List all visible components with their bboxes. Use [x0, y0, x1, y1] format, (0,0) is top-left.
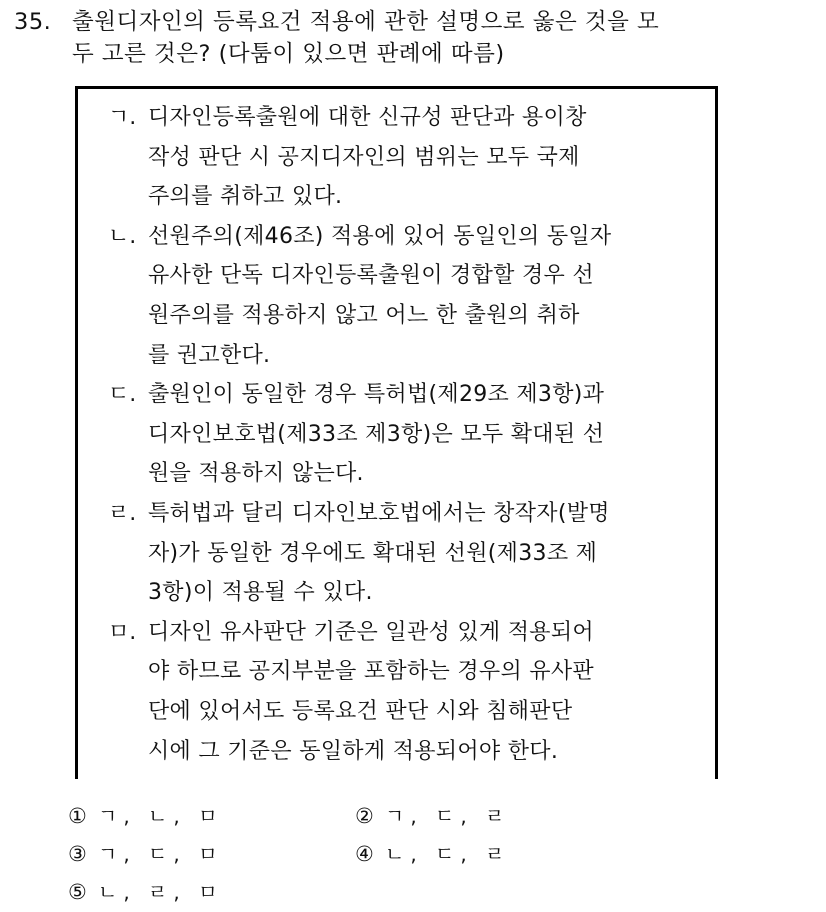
statement-item-rieul: [108, 494, 708, 613]
item-line: 특허법과 달리 디자인보호법에서는 창작자(발명: [148, 500, 610, 526]
choice-4[interactable]: [355, 835, 510, 873]
item-line: 를 권고한다.: [148, 342, 271, 368]
choice-number: ⑤: [68, 880, 87, 904]
item-line: 디자인등록출원에 대한 신규성 판단과 용이창: [148, 105, 587, 130]
item-marker: ㄹ.: [108, 500, 137, 526]
question-stem: [14, 6, 794, 70]
choice-3[interactable]: [68, 835, 223, 873]
question-line-2: [14, 38, 794, 70]
choice-number: ①: [68, 804, 87, 828]
statement-item-nieun: [108, 217, 708, 375]
choice-1[interactable]: [68, 797, 223, 835]
choice-text: ㄱ, ㄷ, ㅁ: [98, 842, 224, 866]
choice-number: ②: [355, 804, 374, 828]
item-line: 작성 판단 시 공지디자인의 범위는 모두 국제: [148, 144, 580, 170]
question-text-2: 두 고른 것은? (다툼이 있으면 판례에 따름): [72, 41, 505, 67]
item-line: 유사한 단독 디자인등록출원이 경합할 경우 선: [148, 263, 594, 289]
item-line: 야 하므로 공지부분을 포함하는 경우의 유사판: [148, 659, 594, 685]
item-line: 시에 그 기준은 동일하게 적용되어야 한다.: [148, 738, 559, 764]
item-line: 디자인 유사판단 기준은 일관성 있게 적용되어: [148, 619, 594, 645]
item-line: 원을 적용하지 않는다.: [148, 461, 364, 487]
item-line: 단에 있어서도 등록요건 판단 시와 침해판단: [148, 698, 573, 724]
choice-text: ㄱ, ㄴ, ㅁ: [98, 804, 224, 828]
item-marker: ㄷ.: [108, 382, 137, 408]
item-line: 선원주의(제46조) 적용에 있어 동일인의 동일자: [148, 223, 612, 249]
question-text-1: 출원디자인의 등록요건 적용에 관한 설명으로 옳은 것을 모: [72, 9, 660, 35]
item-line: 주의를 취하고 있다.: [148, 184, 343, 210]
choice-text: ㄴ, ㄹ, ㅁ: [98, 880, 224, 904]
statement-item-digeut: [108, 375, 708, 494]
item-line: 디자인보호법(제33조 제3항)은 모두 확대된 선: [148, 421, 605, 447]
item-line: 3항)이 적용될 수 있다.: [148, 580, 373, 606]
choice-number: ④: [355, 842, 374, 866]
item-line: 원주의를 적용하지 않고 어느 한 출원의 취하: [148, 302, 580, 328]
item-line: 자)가 동일한 경우에도 확대된 선원(제33조 제: [148, 540, 598, 566]
item-marker: ㅁ.: [108, 619, 137, 645]
item-marker: ㄴ.: [108, 223, 137, 249]
choice-number: ③: [68, 842, 87, 866]
choice-text: ㄱ, ㄷ, ㄹ: [385, 804, 511, 828]
choice-text: ㄴ, ㄷ, ㄹ: [385, 842, 511, 866]
question-line-1: [14, 6, 794, 38]
question-number: 35.: [14, 9, 52, 35]
statement-item-mieum: [108, 613, 708, 771]
statement-item-giyeok: [108, 98, 708, 217]
statement-box: [75, 86, 718, 779]
choice-2[interactable]: [355, 797, 510, 835]
item-line: 출원인이 동일한 경우 특허법(제29조 제3항)과: [148, 382, 605, 408]
statement-list: [108, 98, 708, 771]
item-marker: ㄱ.: [108, 105, 137, 130]
choice-5[interactable]: [68, 873, 223, 911]
